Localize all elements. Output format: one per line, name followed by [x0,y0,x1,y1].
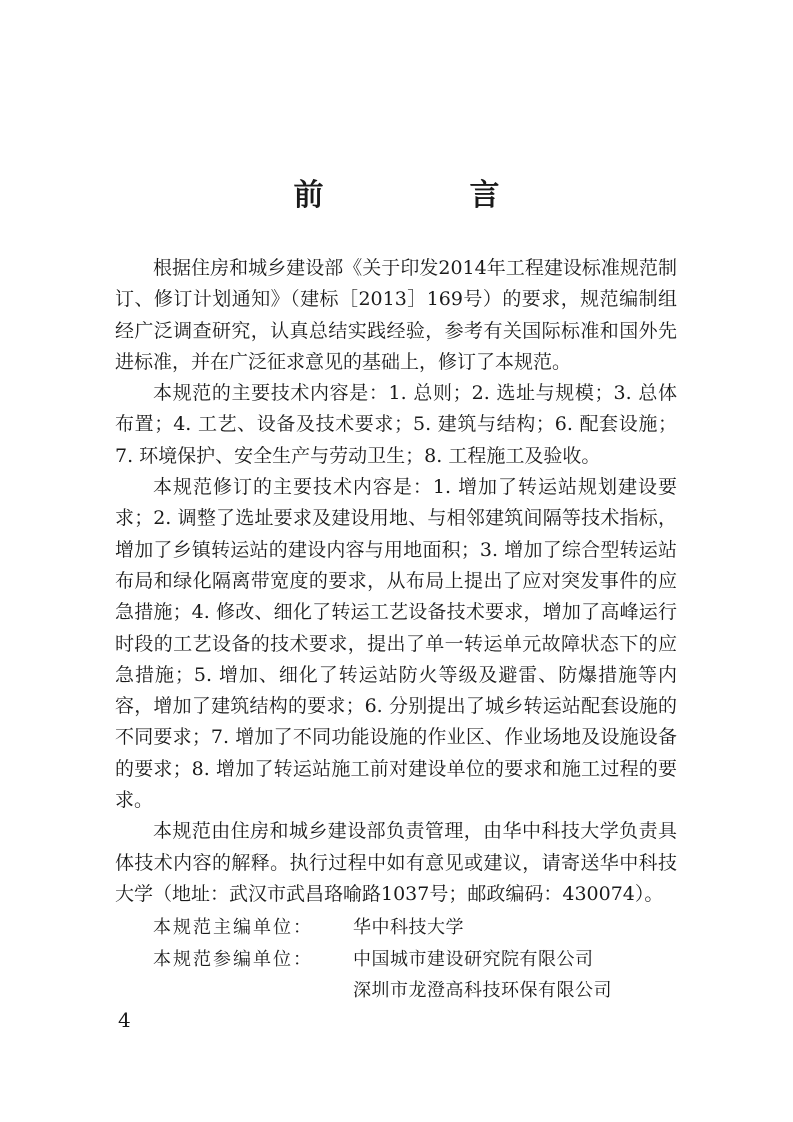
paragraph-revision-content: 本规范修订的主要技术内容是：1. 增加了转运站规划建设要求；2. 调整了选址要求及建设用地、与相邻建筑间隔等技术指标，增加了乡镇转运站的建设内容与用地面积；3. 增加了综合型转运站布局和绿化隔离带宽度的要求，从布局上提出了应对突发事件的应急措施；4. 修改、细化了转运工艺设备技术要求，增加了高峰运行时段的工艺设备的技术要求，提出了单一转运单元故障状态下的应急措施；5. 增加、细化了转运站防火等级及避雷、防爆措施等内容，增加了建筑结构的要求；6. 分别提出了城乡转运站配套设施的不同要求；7. 增加了不同功能设施的作业区、作业场地及设施设备的要求；8. 增加了转运站施工前对建设单位的要求和施工过程的要求。 [115,476,677,812]
participating-unit-label: 本规范参编单位： [153,948,313,970]
paragraph-basis: 根据住房和城乡建设部《关于印发2014年工程建设标准规范制订、修订计划通知》（建标［2013］169号）的要求，规范编制组经广泛调查研究，认真总结实践经验，参考有关国际标准和国外先进标准，并在广泛征求意见的基础上，修订了本规范。 [115,257,677,373]
preface-body [115,253,677,1007]
paragraph-management: 本规范由住房和城乡建设部负责管理，由华中科技大学负责具体技术内容的解释。执行过程中如有意见或建议，请寄送华中科技大学（地址：武汉市武昌珞喻路1037号；邮政编码：430074）。 [115,820,677,905]
participating-unit-row-2 [115,975,677,1007]
paragraph-main-content: 本规范的主要技术内容是：1. 总则；2. 选址与规模；3. 总体布置；4. 工艺、设备及技术要求；5. 建筑与结构；6. 配套设施；7. 环境保护、安全生产与劳动卫生；8. 工程施工及验收。 [115,382,677,467]
participating-unit-value-2: 深圳市龙澄高科技环保有限公司 [353,980,612,1002]
participating-unit-row [115,944,677,976]
drafting-units [115,912,677,1007]
participating-unit-value: 中国城市建设研究院有限公司 [353,948,594,970]
chief-unit-value: 华中科技大学 [353,917,464,939]
page-number: 4 [118,1008,131,1032]
chief-unit-label: 本规范主编单位： [153,917,313,939]
page-title: 前 言 [293,178,558,213]
chief-unit-row [115,912,677,944]
